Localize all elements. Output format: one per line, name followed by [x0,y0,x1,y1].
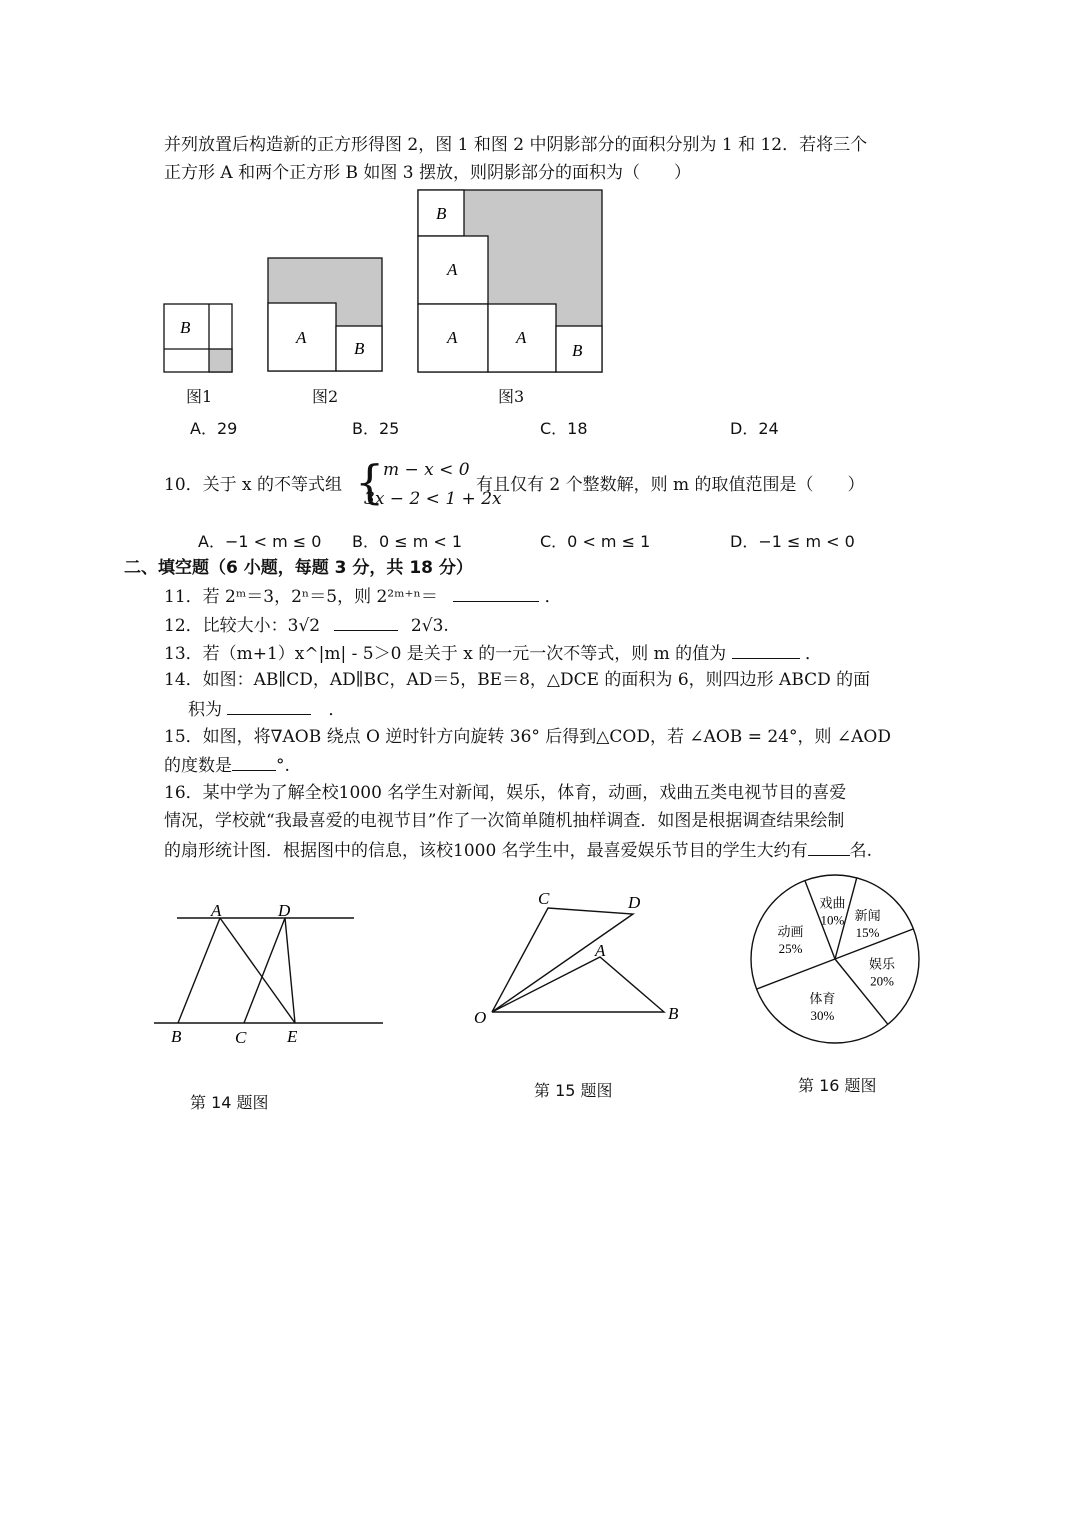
q12-text: 12．比较大小：3√2 [164,616,321,636]
q14-line-1: 14．如图：AB∥CD，AD∥BC，AD＝5，BE＝8，△DCE 的面积为 6，则四边形 ABCD 的面 [164,670,871,690]
q10-suffix: 有且仅有 2 个整数解，则 m 的取值范围是（ ） [476,475,865,495]
q10-option-a: A．−1 < m ≤ 0 [198,532,322,551]
fig15-label-d: D [628,893,641,912]
fig14-label-b: B [171,1027,182,1046]
fig3-label-b2: B [572,341,583,360]
fig14-label-a: A [211,901,222,920]
figure-2-caption: 图2 [312,387,339,406]
q10-prefix: 10．关于 x 的不等式组 [164,475,343,495]
pie-value-label: 15% [855,924,880,940]
pie-category-label: 体育 [809,992,836,1008]
q9-option-b: B．25 [352,419,400,438]
figure-16-caption: 第 16 题图 [798,1076,877,1095]
fig15-label-c: C [538,889,550,908]
q15-text-c: °. [276,756,290,776]
question-11: 11．若 2ᵐ＝3，2ⁿ＝5，则 2²ᵐ⁺ⁿ＝ ． [164,583,562,609]
q15-line-1: 15．如图，将∇AOB 绕点 O 逆时针方向旋转 36° 后得到△COD，若 ∠AOB = 24°，则 ∠AOD [164,727,891,747]
pie-category-label: 戏曲 [819,896,846,912]
pie-category-label: 娱乐 [869,957,896,973]
q11-text: 11．若 2ᵐ＝3，2ⁿ＝5，则 2²ᵐ⁺ⁿ＝ [164,587,438,607]
q16-text-c: 的扇形统计图．根据图中的信息，该校1000 名学生中，最喜爱娱乐节目的学生大约有 [164,841,808,861]
q16-line-2: 情况，学校就“我最喜爱的电视节目”作了一次简单随机抽样调查．如图是根据调查结果绘制 [164,811,845,831]
q10-inequality-2: 3x − 2 < 1 + 2x [364,489,502,509]
q9-option-d: D．24 [730,419,779,438]
figure-3-caption: 图3 [498,387,525,406]
q13-text: 13．若（m+1）x^|m| - 5＞0 是关于 x 的一元一次不等式，则 m 的值为 [164,644,727,664]
figure-15-caption: 第 15 题图 [534,1081,613,1100]
figure-1 [160,300,240,378]
section-2-title: 二、填空题（6 小题，每题 3 分，共 18 分） [124,558,473,578]
q9-option-a: A．29 [190,419,238,438]
q16-line-3 [164,837,872,863]
question-12 [164,612,449,638]
figure-14 [150,895,390,1055]
fig1-label-b: B [180,318,191,337]
pie-category-label: 动画 [777,925,804,941]
q10-option-c: C．0 < m ≤ 1 [540,532,651,551]
q12-answer-blank[interactable] [334,612,398,631]
q10-brace: { [355,455,385,509]
q15-text-b: 的度数是 [164,756,232,776]
question-13: 13．若（m+1）x^|m| - 5＞0 是关于 x 的一元一次不等式，则 m 的值为 ． [164,640,822,666]
fig3-label-a2: A [447,328,458,347]
fig14-label-e: E [287,1027,298,1046]
fig14-label-d: D [278,901,291,920]
q16-answer-blank[interactable] [808,837,850,856]
pie-category-label: 新闻 [854,908,881,924]
fig3-label-a3: A [516,328,527,347]
q16-text-d: 名. [849,841,873,861]
figure-14-caption: 第 14 题图 [190,1093,269,1112]
fig2-label-b: B [354,339,365,358]
q10-option-d: D．−1 ≤ m < 0 [730,532,855,551]
q12-text-b: 2√3. [410,616,449,636]
q14-answer-blank[interactable] [227,696,311,715]
figure-3 [414,186,608,376]
q10-inequality-1: m − x < 0 [383,460,470,480]
fig15-label-o: O [474,1008,487,1027]
q14-text-b: 积为 [188,700,222,720]
pie-value-label: 20% [870,973,894,989]
pie-value-label: 10% [820,912,845,928]
q13-answer-blank[interactable] [732,640,800,659]
q15-line-2 [164,752,290,778]
q9-option-c: C．18 [540,419,588,438]
fig15-label-b: B [668,1004,679,1023]
q11-answer-blank[interactable] [453,583,539,602]
intro-line-1: 并列放置后构造新的正方形得图 2，图 1 和图 2 中阴影部分的面积分别为 1 和 12．若将三个 [164,135,868,155]
q15-answer-blank[interactable] [232,752,276,771]
intro-line-2: 正方形 A 和两个正方形 B 如图 3 摆放，则阴影部分的面积为（ ） [164,163,692,183]
q16-line-1: 16．某中学为了解全校1000 名学生对新闻，娱乐，体育，动画，戏曲五类电视节目的喜爱 [164,783,847,803]
figure-2 [264,254,388,376]
figure-1-caption: 图1 [186,387,213,406]
figure-16-pie-chart [744,868,928,1052]
fig2-label-a: A [296,328,307,347]
fig3-label-a1: A [447,260,458,279]
fig15-label-a: A [595,941,606,960]
pie-value-label: 30% [810,1008,835,1024]
q10-option-b: B．0 ≤ m < 1 [352,532,463,551]
figure-15 [470,885,690,1035]
fig14-label-c: C [235,1028,247,1047]
pie-value-label: 25% [778,941,803,957]
fig3-label-b1: B [436,204,447,223]
q14-line-2: 积为 ． [188,696,345,722]
